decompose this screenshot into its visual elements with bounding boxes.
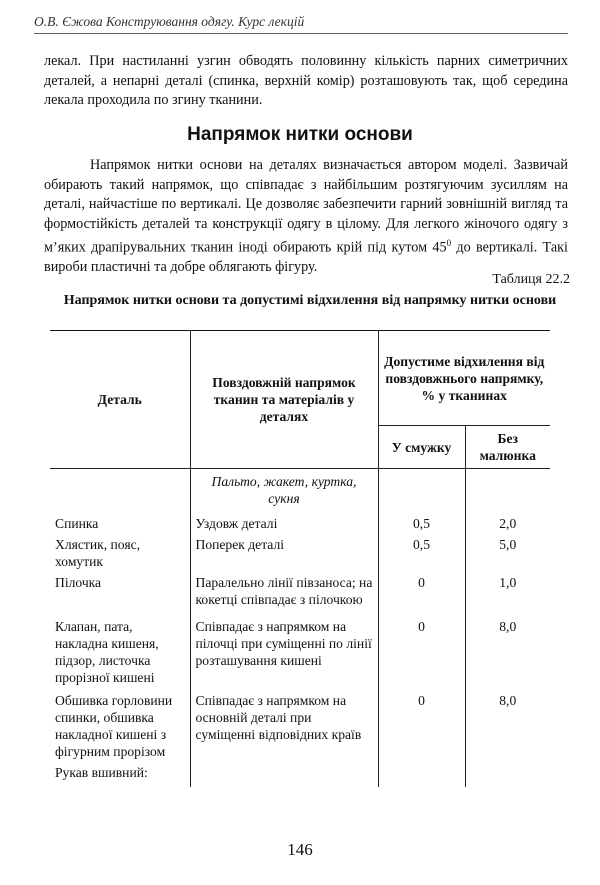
cell-plain: 8,0 — [465, 614, 550, 690]
table-cell — [378, 469, 465, 514]
table-row-category — [50, 469, 550, 514]
paragraph-warp-direction — [44, 156, 568, 278]
table-cell — [465, 469, 550, 514]
table-row — [50, 762, 550, 787]
col-header-deviation: Допустиме відхилення від повздовжнього напрямку, % у тканинах — [378, 331, 550, 426]
category-label: Пальто, жакет, куртка, сукня — [190, 469, 378, 514]
cell-direction — [190, 762, 378, 787]
cell-stripe: 0 — [378, 572, 465, 614]
col-header-detail: Деталь — [50, 331, 190, 469]
page-number: 146 — [287, 840, 313, 859]
cell-stripe: 0,5 — [378, 513, 465, 534]
cell-plain: 8,0 — [465, 690, 550, 762]
degree-superscript: 0 — [446, 238, 452, 248]
running-header: О.В. Єжова Конструювання одягу. Курс лекцій — [34, 14, 568, 34]
cell-stripe: 0 — [378, 614, 465, 690]
cell-plain: 1,0 — [465, 572, 550, 614]
cell-stripe — [378, 762, 465, 787]
cell-plain — [465, 762, 550, 787]
table-row — [50, 572, 550, 614]
cell-detail: Рукав вшивний: — [50, 762, 190, 787]
cell-plain: 2,0 — [465, 513, 550, 534]
paragraph-continuation: лекал. При настиланні узгин обводять половинну кількість парних симетричних деталей, а непарні деталі (спинка, верхній комір) розташовують так, щоб середина лекала проходила по згину тканини. — [44, 53, 568, 108]
table-row — [50, 614, 550, 690]
cell-direction: Паралельно лінії півзаноса; на кокетці співпадає з пілочкою — [190, 572, 378, 614]
cell-direction: Співпадає з напрямком на пілочці при суміщенні по лінії розташування кишені — [190, 614, 378, 690]
cell-detail: Обшивка горловини спинки, обшивка накладної кишені з фігурним прорізом — [50, 690, 190, 762]
table-row — [50, 534, 550, 572]
cell-detail: Хлястик, пояс, хомутик — [50, 534, 190, 572]
table-row — [50, 690, 550, 762]
section-heading: Напрямок нитки основи — [187, 124, 413, 145]
paragraph-text: Напрямок нитки основи на деталях визначається автором моделі. Зазвичай обирають такий напрямок, що співпадає з найбільшим розтягуючим зусиллям на деталі, найчастіше по вертикалі. Це дозволяє забезпечити гарний зовнішній вигляд та формостійкість деталей та конструкції одягу в цілому. Для легкого жіночого одягу з м’яких драпірувальних тканин іноді обирають крій під кутом 45 — [44, 157, 568, 256]
table-title: Напрямок нитки основи та допустимі відхилення від напрямку нитки основи — [63, 293, 557, 308]
col-header-plain: Без малюнка — [465, 426, 550, 469]
cell-direction: Співпадає з напрямком на основній деталі при суміщенні відповідних країв — [190, 690, 378, 762]
paragraph-text-end: до вертикалі. Такі вироби пластичні та добре облягають фігуру. — [44, 239, 568, 276]
cell-detail: Пілочка — [50, 572, 190, 614]
table-cell — [50, 469, 190, 514]
table-label: Таблиця 22.2 — [492, 272, 570, 287]
warp-direction-table — [50, 330, 550, 787]
col-header-stripe: У смужку — [378, 426, 465, 469]
cell-direction: Уздовж деталі — [190, 513, 378, 534]
cell-stripe: 0 — [378, 690, 465, 762]
cell-detail: Спинка — [50, 513, 190, 534]
table-row — [50, 513, 550, 534]
cell-stripe: 0,5 — [378, 534, 465, 572]
cell-direction: Поперек деталі — [190, 534, 378, 572]
cell-plain: 5,0 — [465, 534, 550, 572]
cell-detail: Клапан, пата, накладна кишеня, підзор, листочка прорізної кишені — [50, 614, 190, 690]
col-header-direction: Повздовжній напрямок тканин та матеріалів у деталях — [190, 331, 378, 469]
